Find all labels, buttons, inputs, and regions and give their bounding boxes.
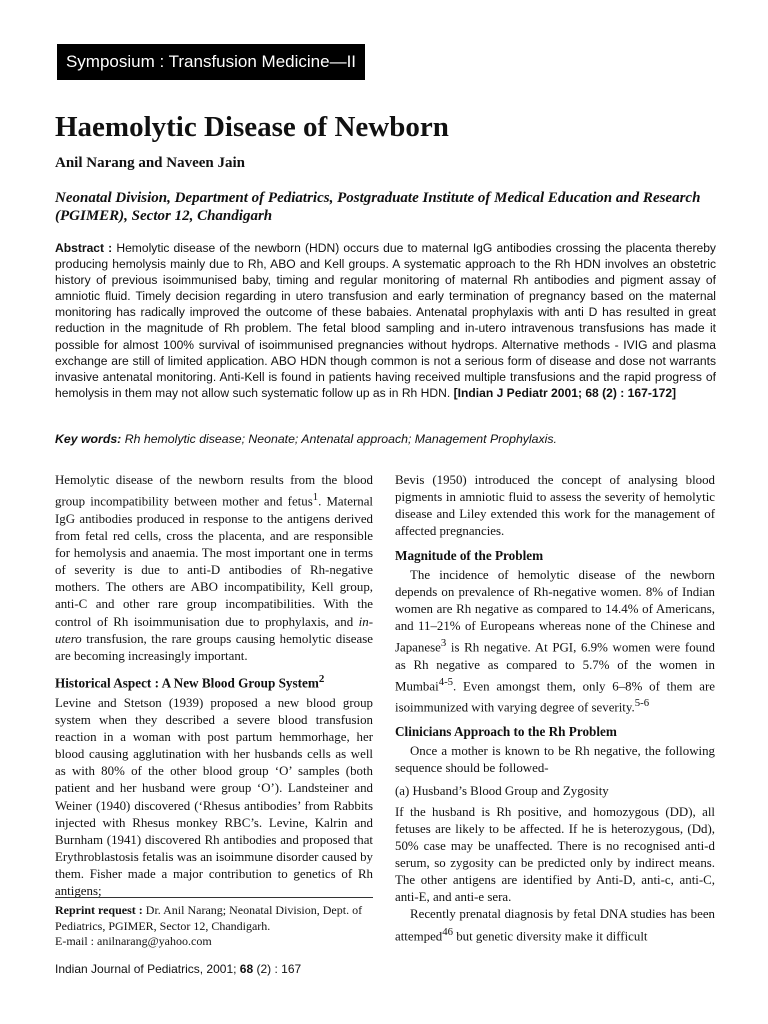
citation-ref: 46 — [442, 925, 453, 938]
abstract-text: Hemolytic disease of the newborn (HDN) occurs due to maternal IgG antibodies crossing the placenta thereby producing hemolysis mainly due to Rh, ABO and Kell groups. A systematic approach to the Rh HDN involves an obstetric history of previous isoimmunised baby, timing and regular monitoring of maternal Rh antibodies and pigment assay of amniotic fluid. Timely decision regarding in utero transfusion and early termination of pregnancy based on the maternal monitoring has radically improved the outcome of these babaies. Antenatal prophylaxis with anti D has resulted in great reduction in the magnitude of Rh problem. The fetal blood sampling and in-utero intravenous transfusions has made it possible for almost 100% survival of isoimmunised pregnancies without hydrops. Alternative methods - IVIG and plasma exchange are still of limited application. ABO HDN though common is not a serious form of disease and dose not warrants invasive antenatal monitoring. Anti-Kell is found in patients having received multiple transfusions and the rapid progress of hemolysis in them may not allow such systematic follow up as in Rh HDN. — [55, 241, 716, 400]
zygosity-paragraph: If the husband is Rh positive, and homozygous (DD), all fetuses are likely to be affected. If he is heterozygous, (Dd), 50% case may be unaffected. There is no recognised anti-d serum, so zygosity can be predicted only by indirect means. The other antigens are identified by Anti-D, anti-c, anti-C, anti-E, and anti-e sera. — [395, 804, 715, 905]
citation-ref: 3 — [440, 637, 447, 650]
abstract-label: Abstract : — [55, 241, 113, 255]
abstract — [55, 240, 716, 401]
keywords — [55, 432, 716, 446]
historical-paragraph: Levine and Stetson (1939) proposed a new blood group system when they described a severe blood transfusion reaction in a woman with post partum hemmorhage, her blood causing agglutination with her husbands cells as well as with 80% of the other blood group ‘O’ samples (both patient and her husband were group ‘O’). Landsteiner and Weiner (1940) discovered (‘Rhesus antibodies’ from Rabbits injected with Rhesus monkey RBC’s. Levine, Kalrin and Burnham (1941) discovered Rh antibodies and proposed that Erythroblastosis fetalis was an isoimmune disorder caused by them. Fisher made a major contribution to genetics of Rh antigens; — [55, 695, 373, 899]
historical-heading: Historical Aspect : A New Blood Group System$^2$ — [55, 673, 325, 691]
left-column — [55, 472, 373, 900]
magnitude-heading: Magnitude of the Problem — [395, 547, 544, 563]
footer-volume: 68 — [239, 962, 254, 976]
right-column — [395, 472, 715, 945]
affiliation: Neonatal Division, Department of Pediatrics, Postgraduate Institute of Medical Education and Research (PGIMER), Sector 12, Chandigarh — [55, 190, 701, 224]
bevis-paragraph: Bevis (1950) introduced the concept of analysing blood pigments in amniotic fluid to assess the severity of hemolytic disease and Liley extended this work for the management of affected pregnancies. — [395, 473, 715, 539]
keywords-text: Rh hemolytic disease; Neonate; Antenatal approach; Management Prophylaxis. — [124, 432, 557, 446]
reprint-text: Dr. Anil Narang; Neonatal Division, Dept. of Pediatrics, PGIMER, Sector 12, Chandigarh. — [55, 903, 363, 933]
magnitude-paragraph: The incidence of hemolytic disease of the newborn depends on prevalence of Rh-negative women. 8% of Indian women are Rh negative as compared to 14.4% of Americans, and 11–21% of Europeans whereas none of the Chinese and Japanese$^3$ is Rh negative. At PGI, 6.9% women were found as Rh negative as compared to 5.7% of the women in Mumbai$^{4-5}$. Even amongst them, only 6–8% of them are isoimmunized with varying degree of severity.$^{5-6}$ — [395, 567, 715, 715]
zygosity-subheading: (a) Husband’s Blood Group and Zygosity — [395, 784, 609, 799]
citation-ref: 1 — [312, 491, 319, 504]
citation-ref: 2 — [318, 673, 325, 686]
prenatal-paragraph: Recently prenatal diagnosis by fetal DNA studies has been attemped$^{46}$ but genetic diversity make it difficult — [395, 907, 715, 943]
citation-ref: 4-5 — [438, 676, 454, 689]
clinicians-heading: Clinicians Approach to the Rh Problem — [395, 723, 617, 739]
symposium-banner: Symposium : Transfusion Medicine—II — [57, 44, 365, 80]
reprint-label: Reprint request : — [55, 903, 143, 917]
clinicians-paragraph: Once a mother is known to be Rh negative, the following sequence should be followed- — [395, 744, 715, 776]
reprint-email: E-mail : anilnarang@yahoo.com — [55, 934, 212, 948]
reprint-request — [55, 903, 375, 950]
page-footer: Indian Journal of Pediatrics, 2001; 68 (2) : 167 — [55, 962, 302, 976]
footnote-divider — [55, 897, 373, 898]
article-title: Haemolytic Disease of Newborn — [55, 111, 449, 143]
intro-paragraph: Hemolytic disease of the newborn results from the blood group incompatibility between mother and fetus$^1$. Maternal IgG antibodies produced in response to the antigens derived from fetal red cells, cross the placenta, and are responsible for hemolysis and anaemia. The most important one in terms of severity is due to anti-D antibodies of Rh-negative mothers. The others are ABO incompatibility, Kell group, anti-C and other rare group incompatibilities. With the control of Rh isoimmunisation due to prophylaxis, and in-utero transfusion, the rare groups causing hemolytic disease are becoming increasingly important. — [55, 473, 373, 663]
author-list: Anil Narang and Naveen Jain — [55, 155, 246, 171]
citation-ref: 5-6 — [634, 697, 650, 710]
keywords-label: Key words: — [55, 432, 122, 446]
abstract-citation: [Indian J Pediatr 2001; 68 (2) : 167-172] — [453, 385, 677, 400]
